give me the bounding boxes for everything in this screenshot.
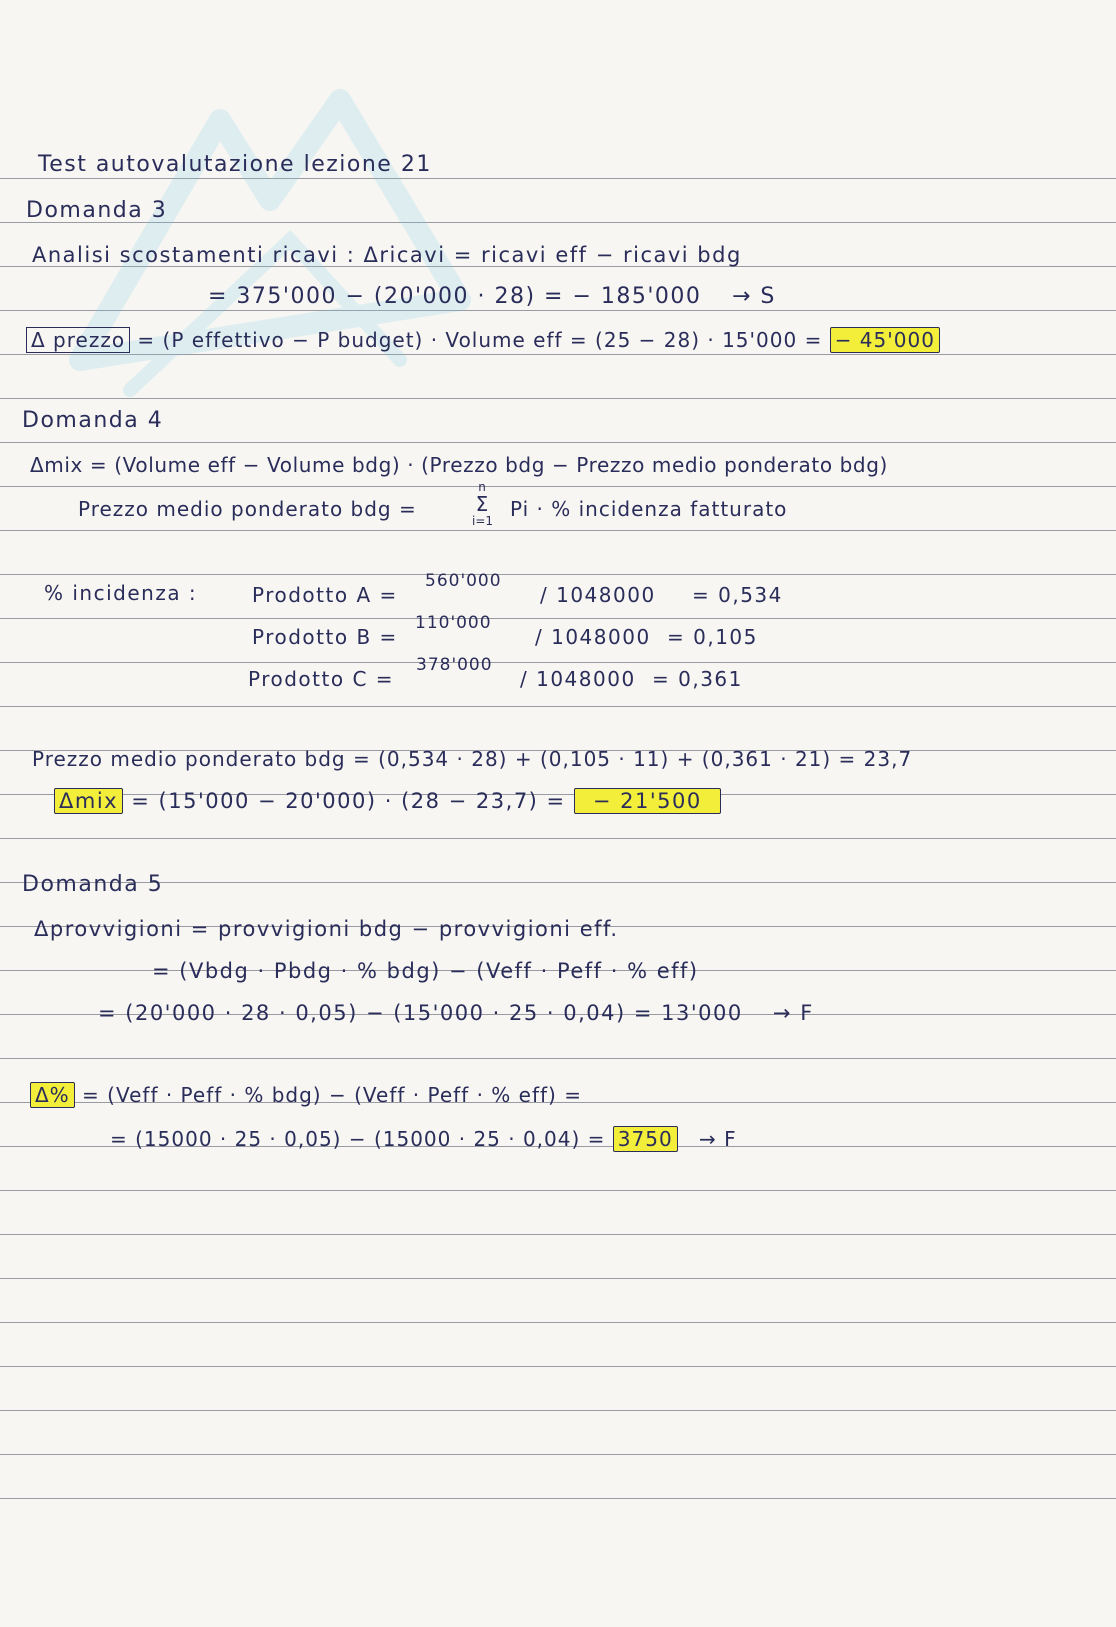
- q3-heading: Domanda 3: [26, 198, 168, 223]
- page-title: Test autovalutazione lezione 21: [38, 152, 432, 177]
- product-a-den: / 1048000: [540, 583, 656, 607]
- product-a-num: 560'000: [425, 571, 502, 591]
- q4-line1: Δmix = (Volume eff − Volume bdg) · (Prezzo bdg − Prezzo medio ponderato bdg): [30, 453, 888, 477]
- q5-line3-text: = (20'000 · 28 · 0,05) − (15'000 · 25 · 0,04) = 13'000: [98, 1001, 743, 1025]
- q3-result: − 45'000: [830, 327, 940, 353]
- q3-formula: = (P effettivo − P budget) · Volume eff = (25 − 28) · 15'000 =: [137, 328, 823, 352]
- q3-line1: Analisi scostamenti ricavi : Δricavi = ricavi eff − ricavi bdg: [32, 243, 742, 267]
- summation-top: n: [478, 480, 486, 494]
- q3-delta-label: Δ prezzo: [26, 327, 130, 353]
- q5-formula1: = (Veff · Peff · % bdg) − (Veff · Peff · % eff) =: [82, 1083, 582, 1107]
- pmp-line: Prezzo medio ponderato bdg = (0,534 · 28) + (0,105 · 11) + (0,361 · 21) = 23,7: [32, 747, 913, 771]
- incidenza-label: % incidenza :: [44, 581, 198, 605]
- q5-delta-label: Δ%: [30, 1082, 75, 1108]
- q3-line2-text: = 375'000 − (20'000 · 28) = − 185'000: [208, 284, 702, 309]
- q3-delta-line: [26, 325, 940, 355]
- product-a-label: Prodotto A =: [252, 583, 398, 607]
- q4-result: − 21'500: [574, 788, 721, 814]
- product-c-label: Prodotto C =: [248, 667, 395, 691]
- product-c-res: = 0,361: [652, 667, 743, 691]
- q5-arrow: → F: [772, 1001, 814, 1025]
- q5-delta-line: [30, 1080, 582, 1110]
- q4-delta-label: Δmix: [54, 788, 123, 814]
- q4-formula: = (15'000 − 20'000) · (28 − 23,7) =: [131, 789, 566, 813]
- q5-formula2: = (15000 · 25 · 0,05) − (15000 · 25 · 0,04) =: [110, 1127, 606, 1151]
- q3-line2: [208, 282, 776, 312]
- q4-line2b: Pi · % incidenza fatturato: [510, 497, 788, 521]
- q5-line3: [98, 998, 814, 1028]
- q4-line2a: Prezzo medio ponderato bdg =: [78, 497, 417, 521]
- product-c-den: / 1048000: [520, 667, 636, 691]
- product-b-label: Prodotto B =: [252, 625, 398, 649]
- product-c-num: 378'000: [416, 655, 493, 675]
- q4-heading: Domanda 4: [22, 408, 164, 433]
- q4-delta-line: [54, 786, 721, 816]
- q3-arrow: → S: [731, 284, 776, 309]
- q5-result-line: [110, 1124, 737, 1154]
- q5-heading: Domanda 5: [22, 872, 164, 897]
- summation-symbol: Σ: [475, 492, 489, 516]
- q5-line2: = (Vbdg · Pbdg · % bdg) − (Veff · Peff · % eff): [152, 959, 699, 983]
- product-b-res: = 0,105: [667, 625, 758, 649]
- q5-result: 3750: [613, 1126, 678, 1152]
- q5-line1: Δprovvigioni = provvigioni bdg − provvigioni eff.: [34, 917, 619, 941]
- product-b-den: / 1048000: [535, 625, 651, 649]
- product-a-res: = 0,534: [692, 583, 783, 607]
- summation-bottom: i=1: [472, 514, 494, 528]
- product-b-num: 110'000: [415, 613, 492, 633]
- q5-result-arrow: → F: [699, 1127, 737, 1151]
- summation: [472, 480, 492, 528]
